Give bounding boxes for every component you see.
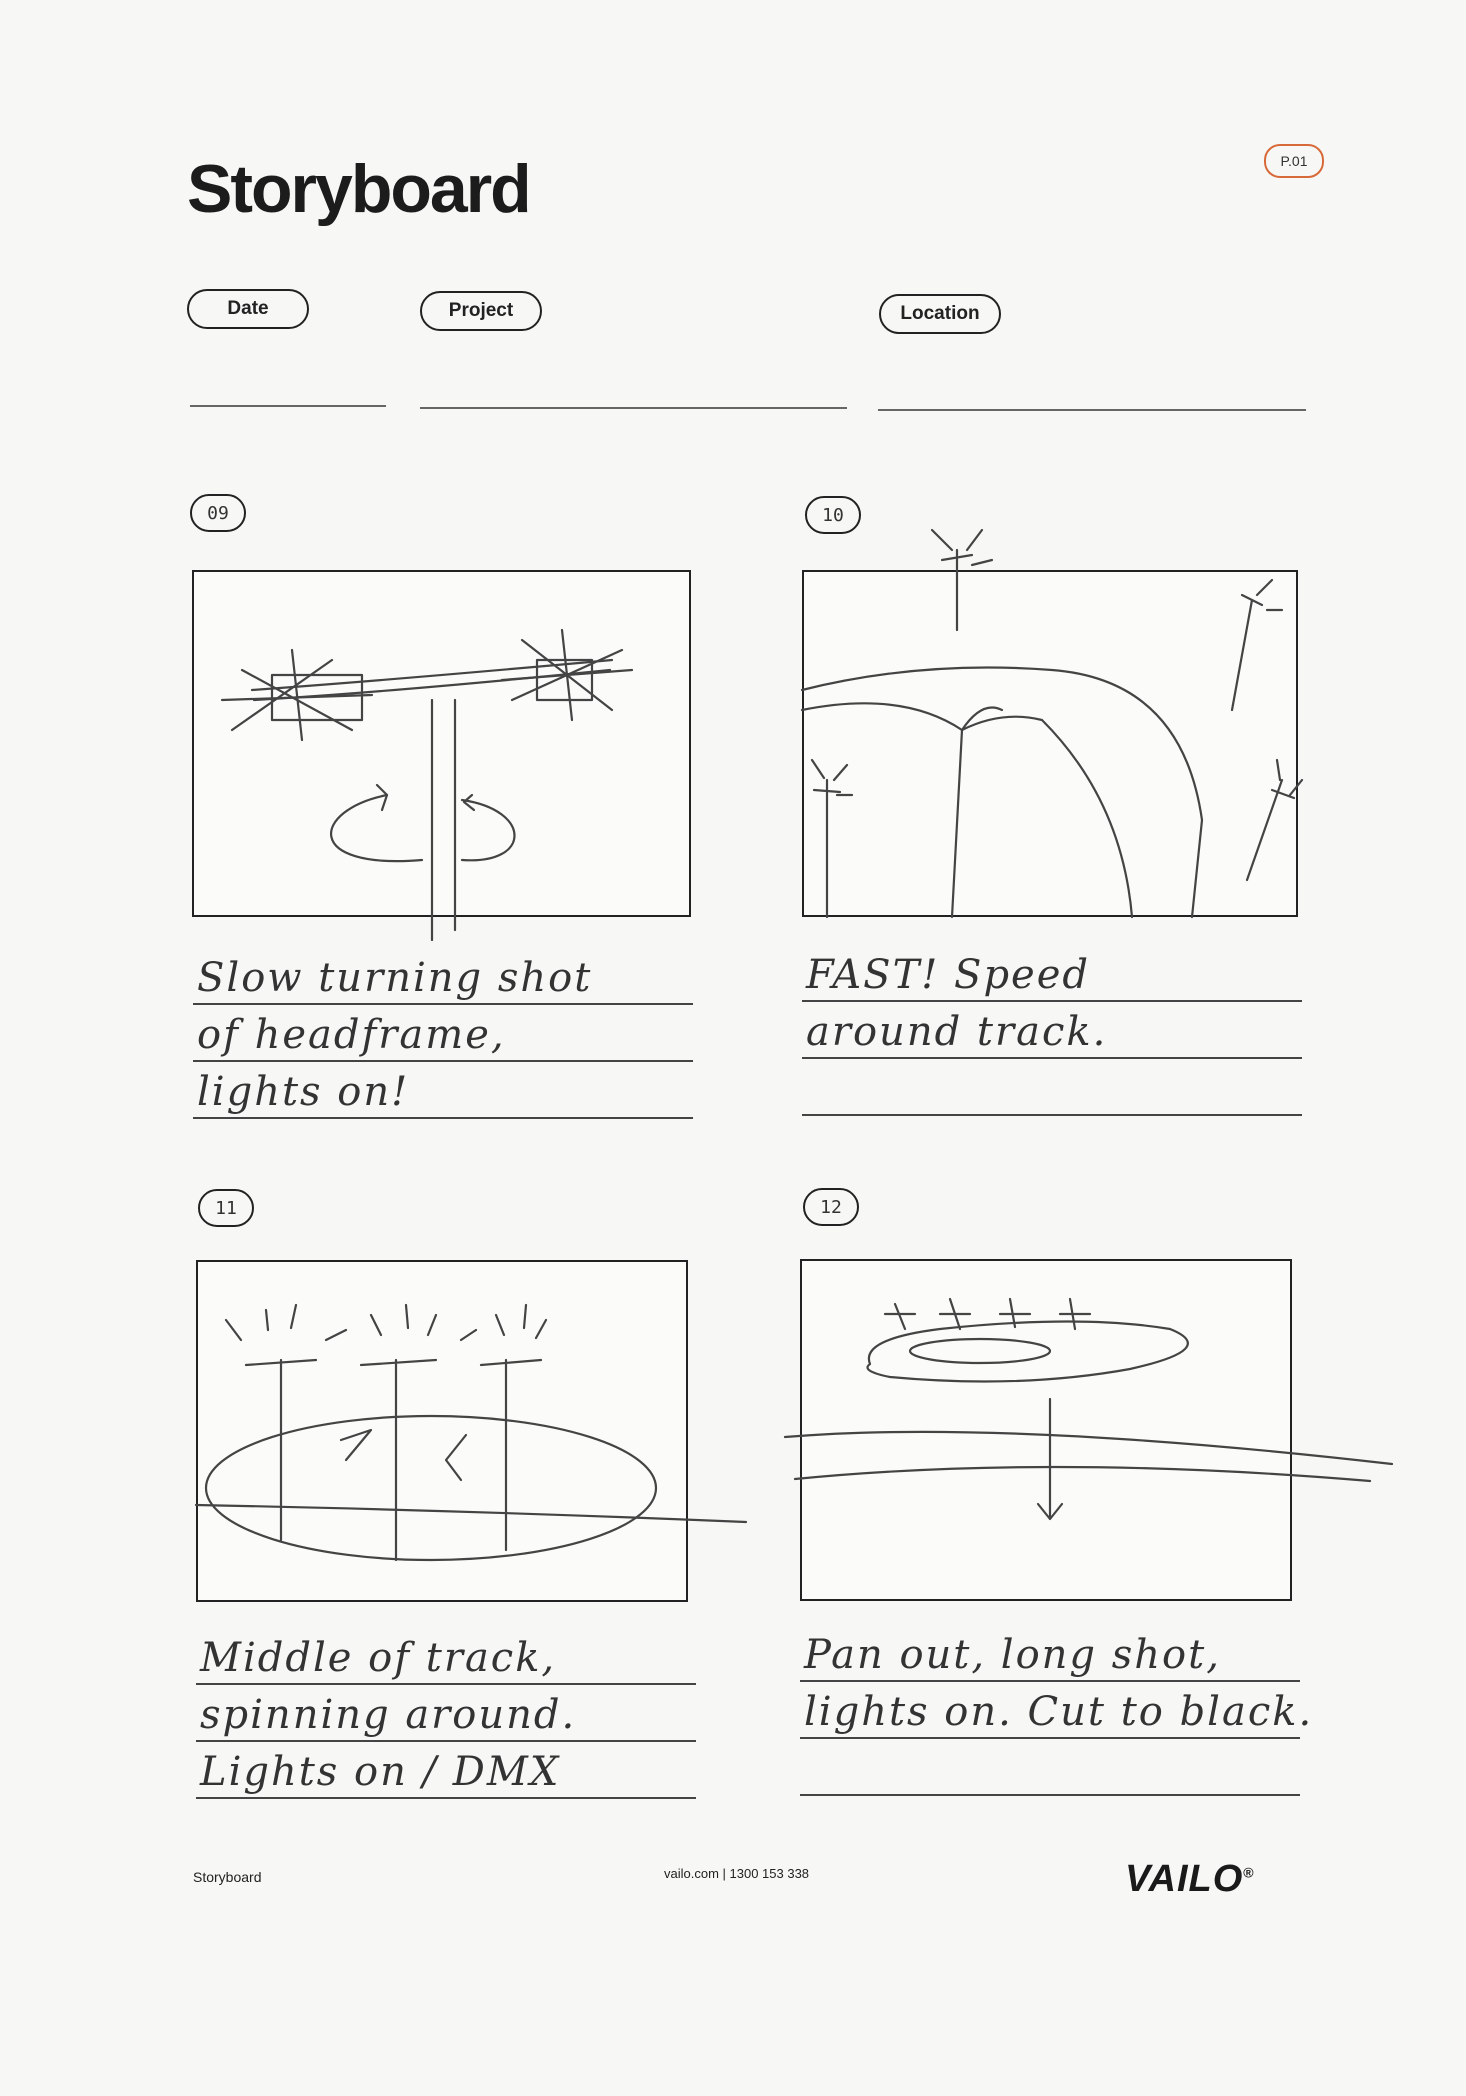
caption-11 — [196, 1628, 696, 1799]
caption-12-line-1: Pan out, long shot, — [804, 1632, 1221, 1678]
sketch-curved-track — [802, 570, 1298, 917]
project-field[interactable] — [420, 407, 847, 409]
frame-number-11: 11 — [198, 1189, 254, 1227]
project-label: Project — [420, 291, 542, 331]
registered-mark: ® — [1243, 1864, 1255, 1881]
caption-09 — [193, 948, 693, 1119]
page-number-badge: P.01 — [1264, 144, 1324, 178]
sketch-frame-12 — [800, 1259, 1292, 1601]
caption-10-line-2: around track. — [806, 1009, 1108, 1055]
caption-09-line-3: lights on! — [197, 1069, 410, 1115]
caption-12 — [800, 1625, 1314, 1796]
date-label: Date — [187, 289, 309, 329]
footer-title: Storyboard — [193, 1869, 262, 1885]
caption-12-line-2: lights on. Cut to black. — [804, 1689, 1314, 1735]
location-label: Location — [879, 294, 1001, 334]
sketch-long-shot-horizon — [800, 1259, 1292, 1601]
sketch-three-light-towers — [196, 1260, 688, 1602]
caption-11-line-1: Middle of track, — [200, 1635, 557, 1681]
caption-10-line-1: FAST! Speed — [806, 952, 1090, 998]
frame-number-10: 10 — [805, 496, 861, 534]
sketch-rotating-headframe — [192, 570, 691, 917]
caption-11-line-2: spinning around. — [200, 1692, 577, 1738]
caption-09-line-2: of headframe, — [197, 1012, 506, 1058]
caption-09-line-1: Slow turning shot — [197, 955, 593, 1001]
vailo-logo-text: VAILO — [1125, 1858, 1244, 1900]
vailo-logo — [1125, 1858, 1255, 1901]
frame-number-12: 12 — [803, 1188, 859, 1226]
sketch-frame-11 — [196, 1260, 688, 1602]
page-title: Storyboard — [187, 151, 530, 227]
footer-contact: vailo.com | 1300 153 338 — [664, 1866, 810, 1881]
frame-number-09: 09 — [190, 494, 246, 532]
location-field[interactable] — [878, 409, 1306, 411]
sketch-frame-10 — [802, 570, 1298, 917]
caption-10 — [802, 945, 1302, 1116]
date-field[interactable] — [190, 405, 386, 407]
caption-11-line-3: Lights on / DMX — [200, 1749, 561, 1795]
sketch-frame-09 — [192, 570, 691, 917]
